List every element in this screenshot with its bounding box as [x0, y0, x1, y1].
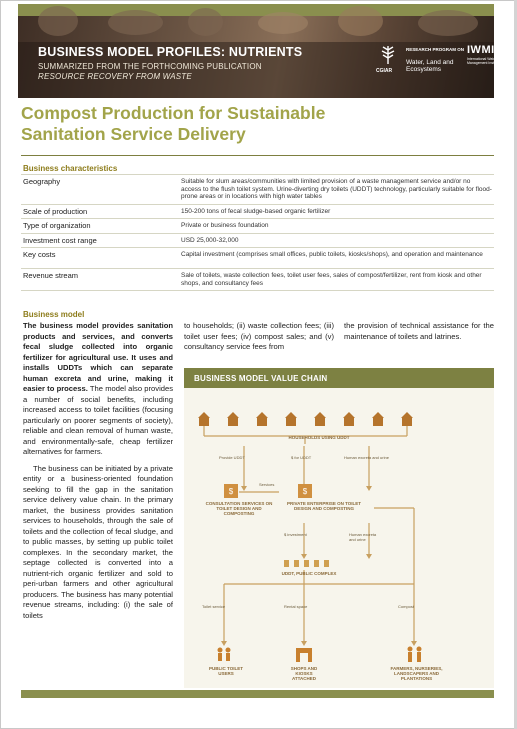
business-characteristics-heading: Business characteristics [23, 164, 118, 173]
enterprise-icon [298, 484, 312, 498]
row-key: Scale of production [21, 204, 179, 219]
house-icon [227, 412, 239, 426]
banner-texture [258, 12, 308, 34]
iwmi-logo: IWMI [467, 44, 495, 56]
shop-icon [296, 648, 312, 662]
table-row [21, 233, 494, 248]
public-users-label: PUBLIC TOILET USERS [209, 666, 243, 676]
banner-texture [418, 10, 478, 36]
compost-label: Compost [398, 604, 415, 609]
excreta-urine-label-2: Human excreta and urine [349, 532, 377, 542]
house-icon [343, 412, 355, 426]
consultation-label: CONSULTATION SERVICES ON TOILET DESIGN AND COMPOSTING [205, 501, 273, 516]
house-icon [285, 412, 297, 426]
business-model-heading: Business model [23, 310, 85, 319]
business-characteristics-table [21, 174, 494, 291]
row-value: Capital investment (comprises small offices, public toilets, kiosks/shops), and operation and maintenance [179, 248, 494, 269]
value-chain-figure [184, 368, 494, 688]
house-icon [401, 412, 413, 426]
intro-rest-text: The model also provides a number of social benefits, including increased access to toilet facilities (focusing particularly on poorer segments of society), reliable and clean removal of human waste, and environmentally-safe, cheap fertilizer alternatives for farmers. [23, 384, 173, 456]
row-value: Private or business foundation [179, 219, 494, 234]
banner-texture [188, 8, 223, 36]
document-title-line2: Sanitation Service Delivery [21, 124, 246, 144]
toilet-icons [284, 560, 329, 567]
row-value: Sale of toilets, waste collection fees, toilet user fees, sales of compost/fertilizer, rent from kiosk and other shops, and consultancy fees [179, 269, 494, 291]
iwmi-logo-subtitle: International Water Management Institute [467, 57, 501, 65]
row-value: Suitable for slum areas/communities with limited provision of a waste management service and/or no access to the flush toilet system. Urine-diverting dry toilets (UDDT) technology, particularly suitable for flood-prone areas or in locations with high water tables [179, 175, 494, 205]
house-icon [198, 412, 210, 426]
row-key: Revenue stream [21, 269, 179, 291]
paragraph [23, 321, 173, 458]
value-chain-diagram [184, 388, 494, 688]
provide-uddt-label: Provide UDDT [219, 455, 245, 460]
row-value: USD 25,000-32,000 [179, 233, 494, 248]
toilet-service-label: Toilet service [202, 604, 226, 609]
row-key: Geography [21, 175, 179, 205]
for-uddt-label: $ for UDDT [291, 455, 312, 460]
wle-logo-line2: Water, Land and Ecosystems [406, 59, 454, 73]
house-icon [372, 412, 384, 426]
paragraph: The business can be initiated by a private entity or a business-oriented foundation seeking to fill the gap in the sanitation service delivery value chain. In the primary market, the business provides sanitation services to households, through the sale of toilets and the collection of fecal sludge, and to public masses, by setting up public toilet complexes. In the secondary market, the septage collected is converted into a nutrient-rich organic fertilizer and sold to peri-urban farmers and other agricultural producers. The business has many potential revenue streams, including: (i) the sale of toilets [23, 463, 173, 620]
body-column-2: to households; (ii) waste collection fees; (iii) toilet user fees; (iv) compost sales; and (v) consultancy service fees from [184, 321, 334, 351]
svg-text:$: $ [228, 487, 234, 496]
series-subtitle-italic: RESOURCE RECOVERY FROM WASTE [38, 72, 192, 81]
row-key: Type of organization [21, 219, 179, 234]
public-complex-label: UDDT, PUBLIC COMPLEX [281, 571, 337, 576]
table-row [21, 269, 494, 291]
table-row [21, 219, 494, 234]
value-chain-title: BUSINESS MODEL VALUE CHAIN [194, 374, 328, 383]
public-users-icon [218, 648, 231, 662]
services-label: Services [259, 482, 275, 487]
document-title [21, 103, 325, 145]
banner-texture [338, 6, 383, 36]
banner-texture [108, 10, 163, 35]
row-value: 150-200 tons of fecal sludge-based organic fertilizer [179, 204, 494, 219]
excreta-urine-label: Human excreta and urine [344, 455, 389, 460]
title-divider [21, 155, 494, 156]
house-icon [314, 412, 326, 426]
farmer-icon [408, 647, 422, 663]
rental-space-label: Rental space [284, 604, 308, 609]
house-icon [256, 412, 268, 426]
house-icons [198, 412, 413, 426]
enterprise-label: PRIVATE ENTERPRISE ON TOILET DESIGN AND COMPOSTING [286, 501, 361, 511]
cgiar-logo-text: CGIAR [376, 68, 393, 74]
banner-texture [38, 6, 78, 36]
households-label: HOUSEHOLDS USING UDDT [288, 435, 350, 440]
body-column-1 [23, 321, 173, 621]
series-subtitle: SUMMARIZED FROM THE FORTHCOMING PUBLICATION [38, 62, 262, 71]
table-row [21, 204, 494, 219]
table-row [21, 248, 494, 269]
series-title: BUSINESS MODEL PROFILES: NUTRIENTS [38, 45, 303, 59]
farmers-label: FARMERS, NURSERIES, LANDSCAPERS AND PLANTATIONS [390, 666, 443, 681]
investment-label: $ investment [284, 532, 307, 537]
row-key: Key costs [21, 248, 179, 269]
value-chain-header [184, 368, 494, 388]
consultation-icon [224, 484, 238, 498]
cgiar-logo-icon [378, 44, 398, 66]
shops-label: SHOPS AND KIOSKS ATTACHED [290, 666, 318, 681]
top-color-bar [18, 4, 494, 16]
svg-text:$: $ [302, 487, 308, 496]
body-column-3: the provision of technical assistance for the maintenance of toilets and latrines. [344, 321, 494, 341]
row-key: Investment cost range [21, 233, 179, 248]
header-banner [18, 16, 501, 98]
intro-bold-text: The business model provides sanitation products and services, and converts fecal sludge collected into organic fertilizer for agricultural use. It uses and installs UDDTs which can separate human excreta and urine, making it easier to process. [23, 321, 173, 393]
table-row [21, 175, 494, 205]
footer-color-bar [21, 690, 494, 698]
document-title-line1: Compost Production for Sustainable [21, 103, 326, 123]
wle-logo-line1: RESEARCH PROGRAM ON [406, 47, 465, 52]
